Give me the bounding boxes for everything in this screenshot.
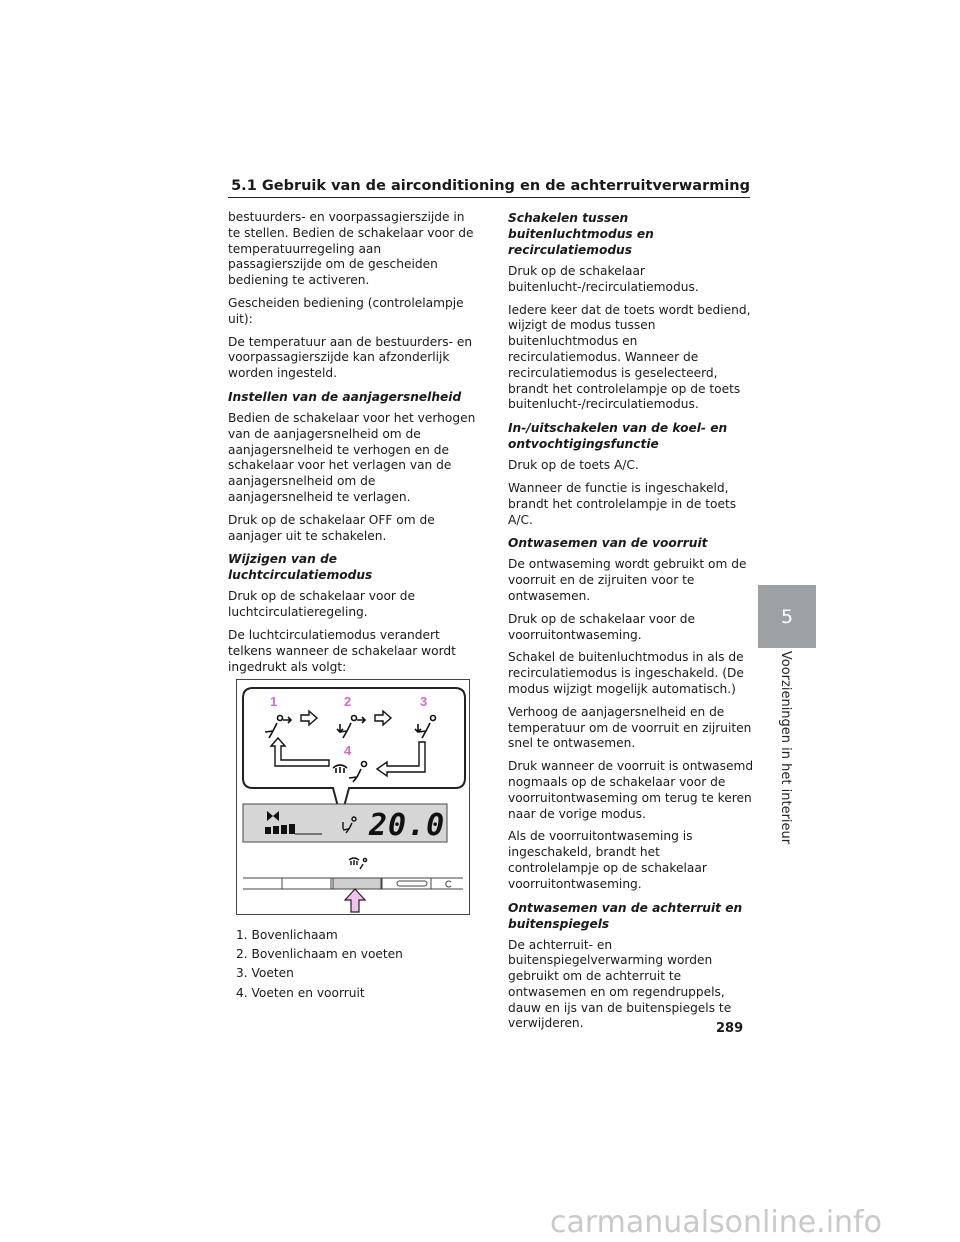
paragraph: Als de voorruitontwaseming is ingeschakeld, brandt het controlelampje op de schakelaar voorruitontwaseming. — [508, 829, 707, 891]
legend-item: 2. Bovenlichaam en voeten — [236, 947, 403, 962]
paragraph: Druk op de schakelaar voor de luchtcirculatieregeling. — [228, 589, 416, 620]
paragraph: Druk op de schakelaar buitenlucht-/recirculatiemodus. — [508, 264, 699, 294]
label-3: 3 — [420, 694, 428, 709]
paragraph: De temperatuur aan de bestuurders- en voorpassagierszijde kan afzonderlijk worden ingesteld. — [228, 334, 473, 381]
paragraph: Gescheiden bediening (controlelampje uit): — [228, 295, 464, 326]
paragraph: De luchtcirculatiemodus verandert telkens wanneer de schakelaar wordt ingedrukt als volgt: — [228, 627, 456, 674]
label-1: 1 — [270, 694, 278, 709]
chapter-tab: 5 — [758, 585, 816, 648]
subheading-recirculation: Schakelen tussen buitenluchtmodus en recirculatiemodus — [508, 211, 654, 257]
subheading-windshield-defog: Ontwasemen van de voorruit — [508, 536, 708, 551]
paragraph: Iedere keer dat de toets wordt bediend, wijzigt de modus tussen buitenluchtmodus en recirculatiemodus. Wanneer de recirculatiemodus is geselecteerd, brandt het controlelampje op de toets buitenlucht-/recirculatiemodus. — [508, 302, 751, 412]
paragraph: bestuurders- en voorpassagierszijde in te stellen. Bedien de schakelaar voor de temperatuurregeling aan passagierszijde om de gescheiden bediening te activeren. — [228, 210, 474, 288]
slot-indicator — [397, 881, 427, 886]
chapter-title: Voorzieningen in het interieur — [778, 650, 794, 845]
mode-button — [333, 878, 381, 889]
right-column — [508, 210, 754, 1039]
paragraph: Druk op de schakelaar OFF om de aanjager uit te schakelen. — [228, 512, 435, 543]
subheading-air-mode: Wijzigen van de luchtcirculatiemodus — [228, 552, 373, 583]
paragraph: Druk op de toets A/C. — [508, 458, 639, 473]
defrost-mode-icon — [349, 858, 367, 869]
press-arrow-icon — [345, 889, 365, 912]
label-4: 4 — [344, 743, 352, 758]
airflow-mode-figure — [236, 679, 470, 915]
left-column — [228, 210, 476, 682]
paragraph: Druk wanneer de voorruit is ontwasemd nogmaals op de schakelaar voor de voorruitontwaseming om terug te keren naar de vorige modus. — [508, 759, 754, 821]
paragraph: Wanneer de functie is ingeschakeld, brandt het controlelampje in de toets A/C. — [508, 480, 737, 527]
paragraph: De ontwaseming wordt gebruikt om de voorruit en de zijruiten voor te ontwasemen. — [508, 557, 747, 603]
subheading-fan-speed: Instellen van de aanjagersnelheid — [228, 389, 462, 404]
page-number: 289 — [716, 1021, 744, 1036]
legend-item: 1. Bovenlichaam — [236, 928, 338, 942]
watermark: carmanualsonline.info — [550, 1205, 882, 1240]
paragraph: Bedien de schakelaar voor het verhogen van de aanjagersnelheid om de aanjagersnelheid te verhogen en de schakelaar voor het verlagen van de aanjagersnelheid om de aanjagersnelheid te verlagen. — [228, 410, 476, 504]
paragraph: De achterruit- en buitenspiegelverwarming worden gebruikt om de achterruit te ontwasemen en om regendruppels, dauw en ijs van de buitenspiegels te verwijderen. — [508, 937, 732, 1031]
partial-button-icon — [446, 881, 451, 887]
legend-item: 3. Voeten — [236, 966, 294, 981]
legend-item: 4. Voeten en voorruit — [236, 985, 365, 1000]
subheading-ac: In-/uitschakelen van de koel- en ontvochtigingsfunctie — [508, 421, 728, 452]
subheading-rear-defog: Ontwasemen van de achterruit en buitenspiegels — [508, 900, 743, 931]
paragraph: Druk op de schakelaar voor de voorruitontwaseming. — [508, 611, 696, 642]
label-2: 2 — [344, 694, 352, 709]
paragraph: Schakel de buitenluchtmodus in als de recirculatiemodus is ingeschakeld. (De modus wijzigt mogelijk automatisch.) — [508, 650, 744, 696]
chapter-side-title — [768, 650, 804, 845]
airflow-mode-diagram — [237, 680, 469, 914]
paragraph: Verhoog de aanjagersnelheid en de temperatuur om de voorruit en zijruiten snel te ontwasemen. — [508, 704, 752, 751]
lcd-temperature: 20.0 — [369, 808, 446, 843]
figure-legend — [236, 926, 403, 1003]
section-header: 5.1 Gebruik van de airconditioning en de achterruitverwarming — [228, 178, 750, 198]
